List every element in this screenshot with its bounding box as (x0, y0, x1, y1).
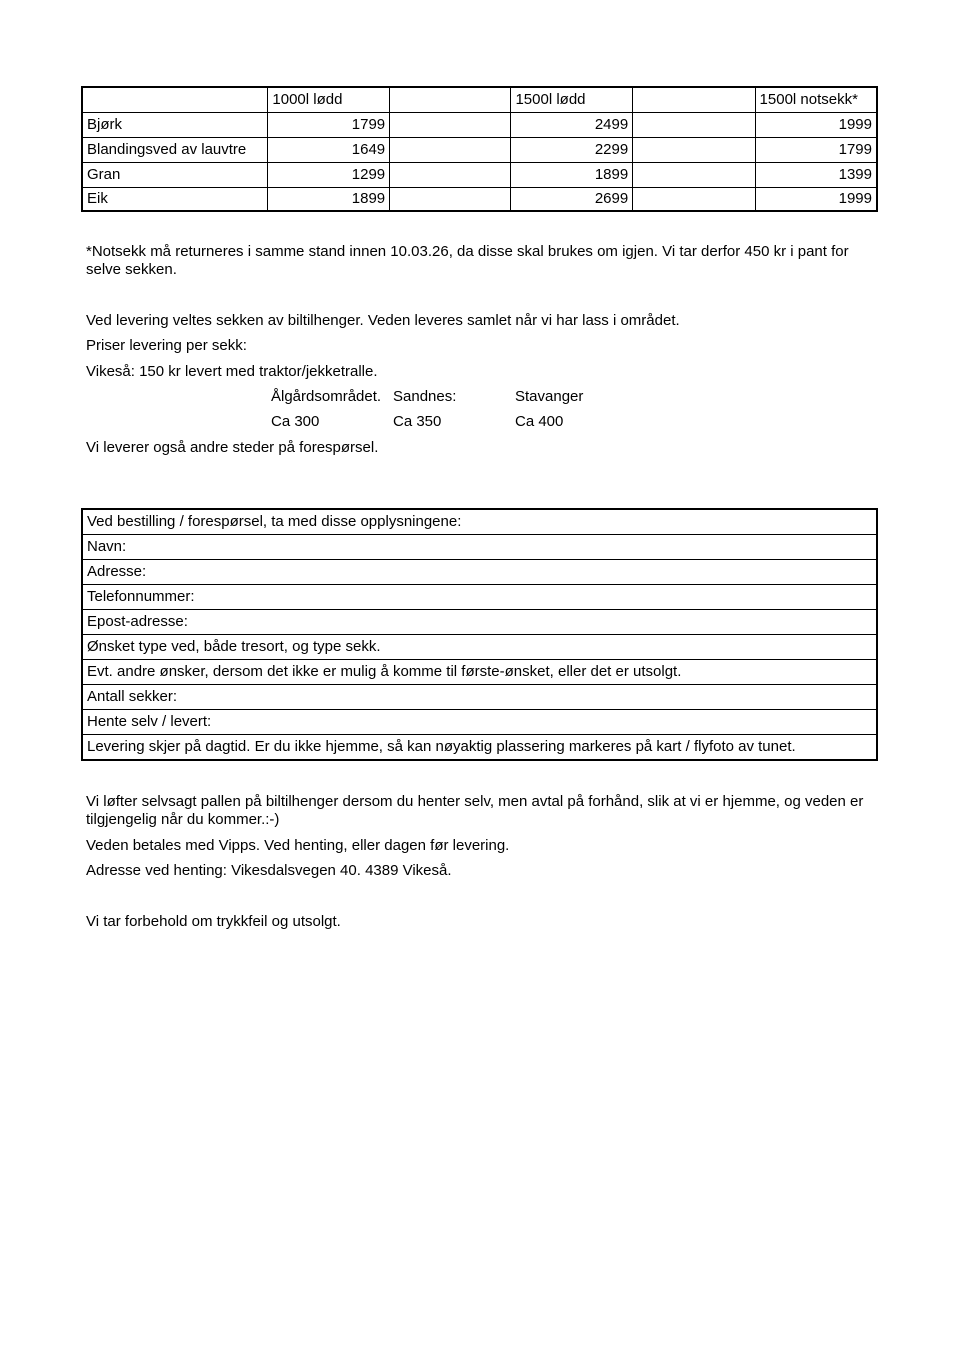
empty-cell (390, 113, 511, 138)
price-1500l: 2699 (511, 188, 633, 212)
prices-heading: Priser levering per sekk: (86, 337, 247, 354)
table-row (82, 610, 877, 635)
empty-cell (633, 113, 755, 138)
price-notsekk: 1999 (755, 113, 877, 138)
price-stavanger: Ca 400 (515, 413, 564, 430)
table-row (82, 660, 877, 685)
wood-type: Eik (82, 188, 268, 212)
table-row (82, 710, 877, 735)
price-1000l: 1649 (268, 138, 390, 163)
pallet-note: Vi løfter selvsagt pallen på biltilhenger dersom du henter selv, men avtal på forhånd, slik at vi er hjemme, og veden er tilgjengelig når du kommer.:-) (86, 793, 864, 828)
price-notsekk: 1399 (755, 163, 877, 188)
price-1000l: 1799 (268, 113, 390, 138)
disclaimer: Vi tar forbehold om trykkfeil og utsolgt. (86, 913, 341, 930)
price-1500l: 1899 (511, 163, 633, 188)
order-field-name: Navn: (82, 535, 877, 560)
area-sandnes: Sandnes: (393, 388, 457, 405)
wood-type: Blandingsved av lauvtre (82, 138, 268, 163)
order-field-alternatives: Evt. andre ønsker, dersom det ikke er mulig å komme til første-ønsket, eller det er utsolgt. (82, 660, 877, 685)
order-delivery-note: Levering skjer på dagtid. Er du ikke hjemme, så kan nøyaktig plassering markeres på kart / flyfoto av tunet. (82, 735, 877, 761)
area-stavanger: Stavanger (515, 388, 584, 405)
area-algard: Ålgårdsområdet. (271, 388, 382, 405)
order-field-phone: Telefonnummer: (82, 585, 877, 610)
other-places-note: Vi leverer også andre steder på forespørsel. (86, 439, 379, 456)
table-row (82, 138, 877, 163)
wood-type: Gran (82, 163, 268, 188)
order-info-table (81, 508, 878, 761)
price-1500l: 2299 (511, 138, 633, 163)
table-row (82, 535, 877, 560)
pickup-address: Adresse ved henting: Vikesdalsvegen 40. 4389 Vikeså. (86, 862, 452, 879)
price-sandnes: Ca 350 (393, 413, 442, 430)
header-1500l-notsekk: 1500l notsekk* (755, 87, 877, 113)
table-row (82, 585, 877, 610)
empty-cell (390, 138, 511, 163)
order-field-pickup-delivery: Hente selv / levert: (82, 710, 877, 735)
table-row (82, 113, 877, 138)
vikesa-price: Vikeså: 150 kr levert med traktor/jekketralle. (86, 363, 378, 380)
table-row (82, 560, 877, 585)
payment-note: Veden betales med Vipps. Ved henting, eller dagen før levering. (86, 837, 510, 854)
wood-type: Bjørk (82, 113, 268, 138)
price-1000l: 1299 (268, 163, 390, 188)
table-row (82, 163, 877, 188)
price-1000l: 1899 (268, 188, 390, 212)
header-cell (390, 87, 511, 113)
header-1000l-lodd: 1000l lødd (268, 87, 390, 113)
table-row (82, 509, 877, 535)
price-notsekk: 1799 (755, 138, 877, 163)
header-cell (82, 87, 268, 113)
price-notsekk: 1999 (755, 188, 877, 212)
empty-cell (633, 163, 755, 188)
table-row (82, 735, 877, 761)
order-field-email: Epost-adresse: (82, 610, 877, 635)
price-1500l: 2499 (511, 113, 633, 138)
table-row (82, 188, 877, 212)
empty-cell (633, 188, 755, 212)
order-field-wood-type: Ønsket type ved, både tresort, og type sekk. (82, 635, 877, 660)
table-row (82, 685, 877, 710)
order-field-address: Adresse: (82, 560, 877, 585)
order-field-quantity: Antall sekker: (82, 685, 877, 710)
header-cell (633, 87, 755, 113)
table-row (82, 635, 877, 660)
header-1500l-lodd: 1500l lødd (511, 87, 633, 113)
price-table-header (82, 87, 877, 113)
order-heading: Ved bestilling / forespørsel, ta med disse opplysningene: (82, 509, 877, 535)
notsekk-note: *Notsekk må returneres i samme stand innen 10.03.26, da disse skal brukes om igjen. Vi tar derfor 450 kr i pant for selve sekken. (86, 243, 849, 278)
price-algard: Ca 300 (271, 413, 320, 430)
empty-cell (390, 163, 511, 188)
empty-cell (633, 138, 755, 163)
empty-cell (390, 188, 511, 212)
delivery-note: Ved levering veltes sekken av biltilhenger. Veden leveres samlet når vi har lass i området. (86, 312, 680, 329)
price-table (81, 86, 878, 212)
